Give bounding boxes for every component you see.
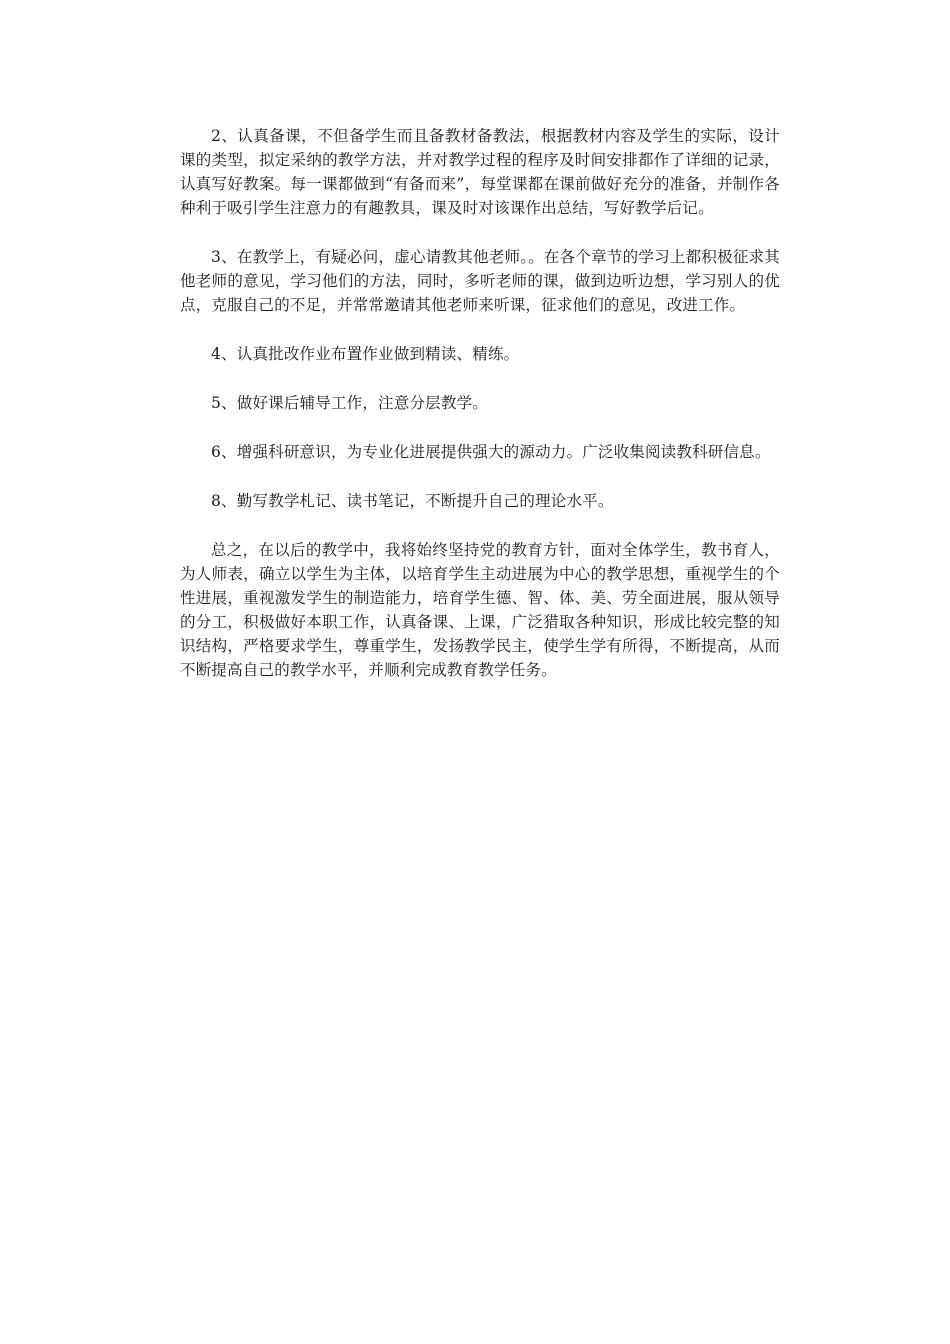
paragraph-item-8: 8、勤写教学札记、读书笔记，不断提升自己的理论水平。 [211,492,614,510]
paragraph-item-6: 6、增强科研意识，为专业化进展提供强大的源动力。广泛收集阅读教科研信息。 [211,443,771,461]
document-body [180,124,780,707]
paragraph-summary: 总之，在以后的教学中，我将始终坚持党的教育方针，面对全体学生，教书育人，为人师表，确立以学生为主体，以培育学生主动进展为中心的教学思想，重视学生的个性进展，重视激发学生的制造能力，培育学生德、智、体、美、劳全面进展，服从领导的分工，积极做好本职工作，认真备课、上课，广泛猎取各种知识，形成比较完整的知识结构，严格要求学生，尊重学生，发扬教学民主，使学生学有所得，不断提高，从而不断提高自己的教学水平，并顺利完成教育教学任务。 [180,541,780,679]
paragraph-item-5: 5、做好课后辅导工作，注意分层教学。 [211,394,488,412]
paragraph-item-3: 3、在教学上，有疑必问，虚心请教其他老师。。在各个章节的学习上都积极征求其他老师的意见，学习他们的方法，同时，多听老师的课，做到边听边想，学习别人的优点，克服自己的不足，并常常邀请其他老师来听课，征求他们的意见，改进工作。 [180,248,780,314]
paragraph-item-2: 2、认真备课，不但备学生而且备教材备教法，根据教材内容及学生的实际，设计课的类型，拟定采纳的教学方法，并对教学过程的程序及时间安排都作了详细的记录，认真写好教案。每一课都做到“有备而来”，每堂课都在课前做好充分的准备，并制作各种利于吸引学生注意力的有趣教具，课及时对该课作出总结，写好教学后记。 [180,127,780,217]
paragraph-item-4: 4、认真批改作业布置作业做到精读、精练。 [211,345,520,363]
